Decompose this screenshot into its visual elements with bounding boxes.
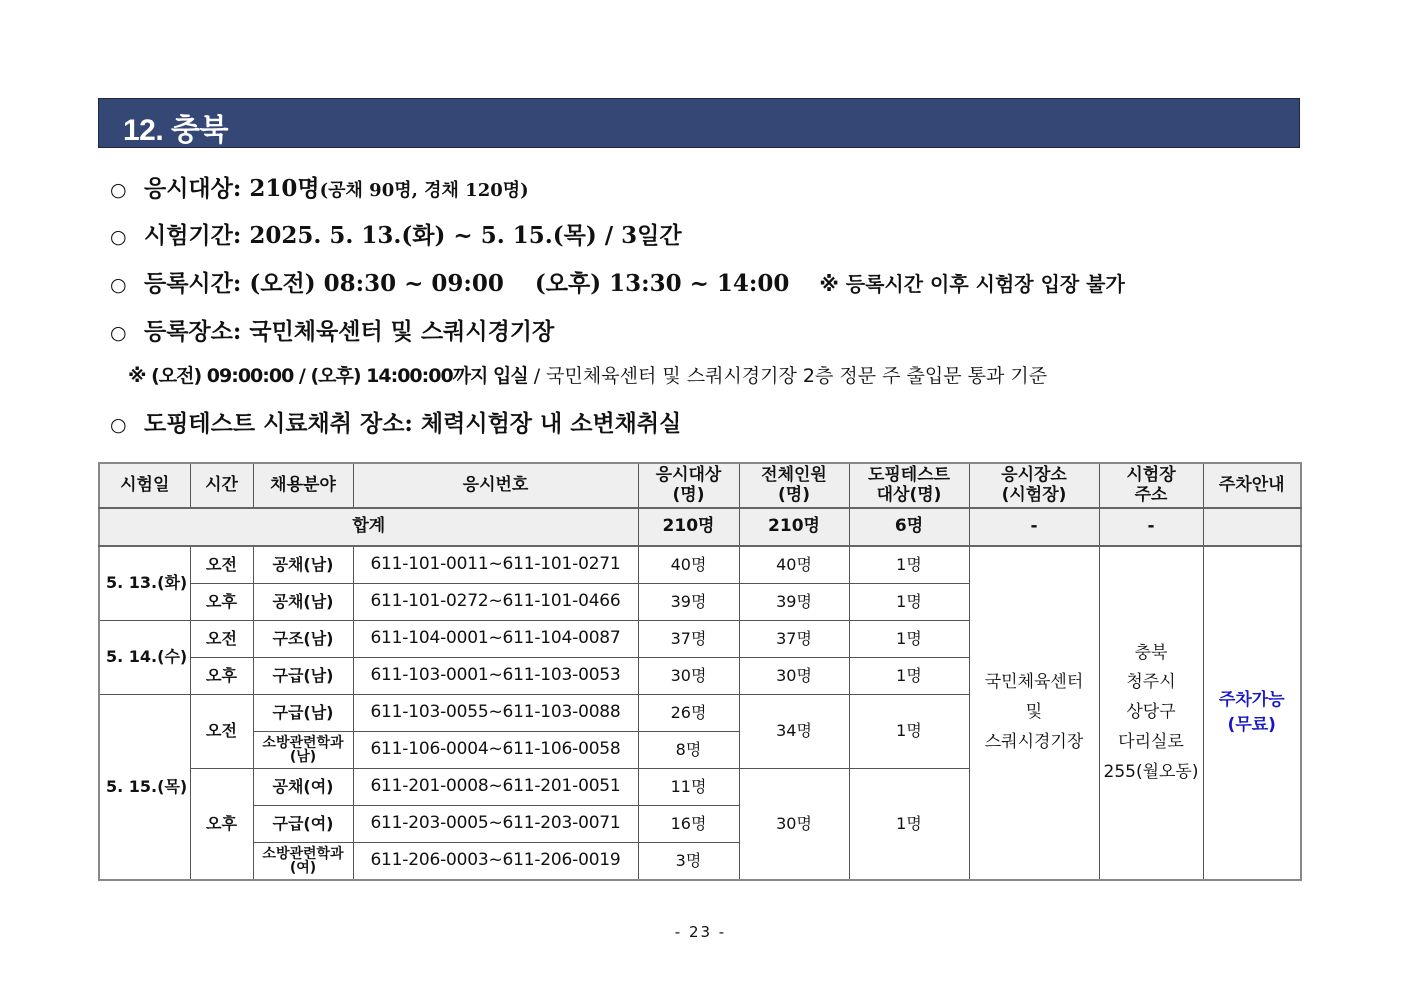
- total-label: 합계: [99, 508, 638, 546]
- total-cell: 30명: [739, 769, 849, 881]
- total-cell: 34명: [739, 695, 849, 769]
- section-title: 12. 충북: [123, 114, 228, 147]
- time-cell: 오전: [190, 546, 253, 584]
- entry-note-bold: ※ (오전) 09:00:00 / (오후) 14:00:00까지 입실: [128, 365, 528, 387]
- target-label: 응시대상: 210명: [144, 175, 320, 202]
- number-cell: 611-104-0001~611-104-0087: [353, 621, 638, 658]
- bullet-doping: [110, 405, 681, 438]
- field-cell: 공채(남): [253, 546, 353, 584]
- total-applicants: 210명: [638, 508, 739, 546]
- target-detail: (공채 90명, 경채 120명): [319, 180, 529, 201]
- total-cell: 39명: [739, 584, 849, 621]
- total-cell: 40명: [739, 546, 849, 584]
- time-cell: 오전: [190, 695, 253, 769]
- header-time: 시간: [190, 463, 253, 508]
- schedule-table: [98, 462, 1302, 881]
- doping-cell: 1명: [849, 695, 969, 769]
- bullet-circle-icon: ○: [110, 179, 127, 201]
- number-cell: 611-103-0055~611-103-0088: [353, 695, 638, 732]
- field-cell: 소방관련학과 (남): [253, 732, 353, 769]
- applicants-cell: 8명: [638, 732, 739, 769]
- section-header: [98, 98, 1300, 148]
- bullet-target: [110, 170, 529, 203]
- number-cell: 611-203-0005~611-203-0071: [353, 806, 638, 843]
- venue-cell: 국민체육센터 및 스쿼시경기장: [969, 546, 1099, 880]
- total-venue: -: [969, 508, 1099, 546]
- header-address: 시험장 주소: [1099, 463, 1203, 508]
- header-doping: 도핑테스트 대상(명): [849, 463, 969, 508]
- total-row: [99, 508, 1301, 546]
- applicants-cell: 11명: [638, 769, 739, 806]
- bullet-circle-icon: ○: [110, 274, 127, 296]
- registration-place: 등록장소: 국민체육센터 및 스쿼시경기장: [144, 318, 555, 345]
- field-cell: 공채(여): [253, 769, 353, 806]
- exam-period: 시험기간: 2025. 5. 13.(화) ~ 5. 15.(목) / 3일간: [144, 222, 682, 249]
- applicants-cell: 40명: [638, 546, 739, 584]
- time-cell: 오후: [190, 584, 253, 621]
- applicants-cell: 3명: [638, 843, 739, 881]
- time-cell: 오후: [190, 658, 253, 695]
- field-cell: 공채(남): [253, 584, 353, 621]
- doping-cell: 1명: [849, 621, 969, 658]
- total-address: -: [1099, 508, 1203, 546]
- date-cell: 5. 15.(목): [99, 695, 190, 881]
- number-cell: 611-201-0008~611-201-0051: [353, 769, 638, 806]
- table-header-row: [99, 463, 1301, 508]
- bullet-registration-place: [110, 313, 554, 346]
- header-field: 채용분야: [253, 463, 353, 508]
- number-cell: 611-103-0001~611-103-0053: [353, 658, 638, 695]
- number-cell: 611-101-0011~611-101-0271: [353, 546, 638, 584]
- applicants-cell: 26명: [638, 695, 739, 732]
- header-number: 응시번호: [353, 463, 638, 508]
- applicants-cell: 16명: [638, 806, 739, 843]
- applicants-cell: 39명: [638, 584, 739, 621]
- bullet-period: [110, 217, 682, 250]
- field-cell: 구조(남): [253, 621, 353, 658]
- total-total: 210명: [739, 508, 849, 546]
- time-cell: 오후: [190, 769, 253, 881]
- doping-cell: 1명: [849, 546, 969, 584]
- header-date: 시험일: [99, 463, 190, 508]
- time-cell: 오전: [190, 621, 253, 658]
- header-total: 전체인원 (명): [739, 463, 849, 508]
- total-cell: 30명: [739, 658, 849, 695]
- page-number: - 23 -: [674, 923, 727, 941]
- entry-note-rest: / 국민체육센터 및 스쿼시경기장 2층 정문 주 출입문 통과 기준: [527, 365, 1048, 387]
- doping-cell: 1명: [849, 658, 969, 695]
- number-cell: 611-106-0004~611-106-0058: [353, 732, 638, 769]
- registration-note: ※ 등록시간 이후 시험장 입장 불가: [819, 272, 1125, 296]
- bullet-circle-icon: ○: [110, 322, 127, 344]
- parking-cell: 주차가능 (무료): [1203, 546, 1301, 880]
- header-parking: 주차안내: [1203, 463, 1301, 508]
- total-doping: 6명: [849, 508, 969, 546]
- applicants-cell: 37명: [638, 621, 739, 658]
- number-cell: 611-206-0003~611-206-0019: [353, 843, 638, 881]
- bullet-circle-icon: ○: [110, 414, 127, 436]
- applicants-cell: 30명: [638, 658, 739, 695]
- table-row: [99, 546, 1301, 584]
- field-cell: 구급(남): [253, 658, 353, 695]
- total-parking: [1203, 508, 1301, 546]
- registration-time: 등록시간: (오전) 08:30 ~ 09:00 (오후) 13:30 ~ 14:00: [144, 270, 790, 297]
- entry-note: [128, 361, 1047, 388]
- field-cell: 소방관련학과 (여): [253, 843, 353, 881]
- address-cell: 충북 청주시 상당구 다리실로 255(월오동): [1099, 546, 1203, 880]
- doping-cell: 1명: [849, 769, 969, 881]
- header-applicants: 응시대상 (명): [638, 463, 739, 508]
- number-cell: 611-101-0272~611-101-0466: [353, 584, 638, 621]
- field-cell: 구급(남): [253, 695, 353, 732]
- date-cell: 5. 13.(화): [99, 546, 190, 621]
- doping-location: 도핑테스트 시료채취 장소: 체력시험장 내 소변채취실: [144, 410, 682, 437]
- total-cell: 37명: [739, 621, 849, 658]
- bullet-registration-time: [110, 265, 1125, 298]
- date-cell: 5. 14.(수): [99, 621, 190, 695]
- doping-cell: 1명: [849, 584, 969, 621]
- header-venue: 응시장소 (시험장): [969, 463, 1099, 508]
- field-cell: 구급(여): [253, 806, 353, 843]
- bullet-circle-icon: ○: [110, 226, 127, 248]
